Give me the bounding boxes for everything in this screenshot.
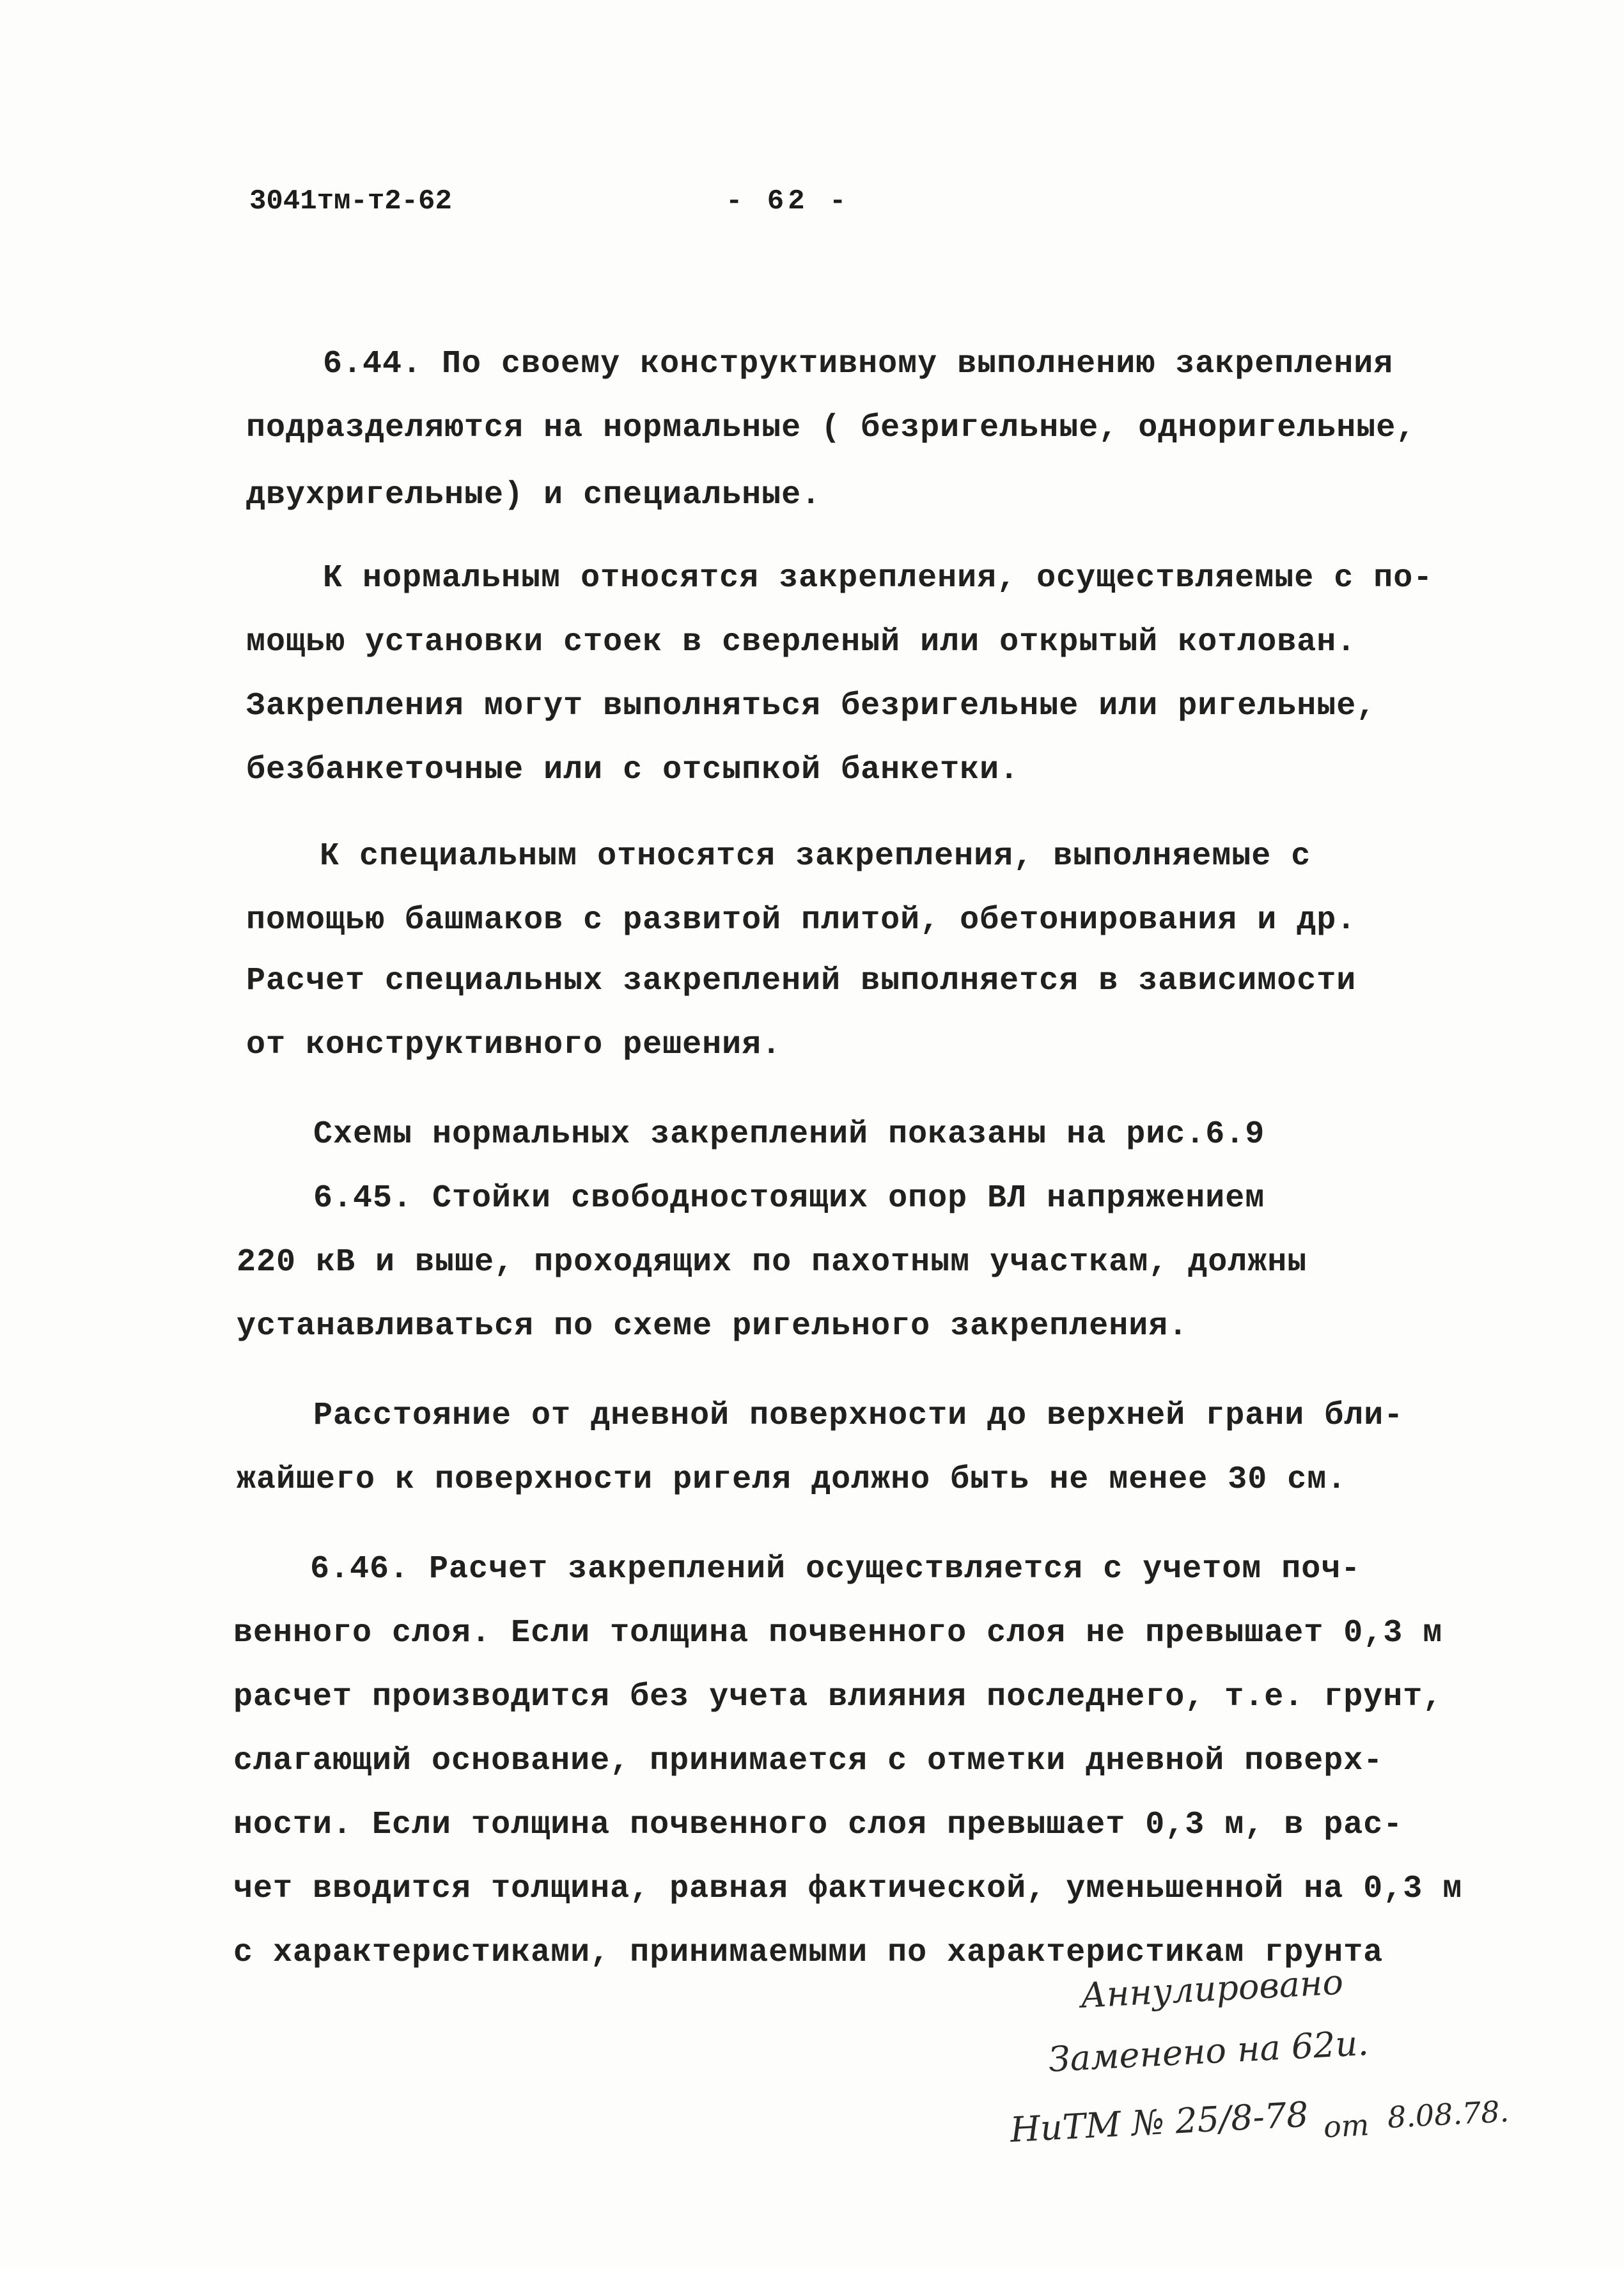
- text-line: от конструктивного решения.: [246, 1027, 782, 1063]
- handwritten-replaced: Заменено на 62и.: [1047, 2022, 1370, 2080]
- text-line: слагающий основание, принимается с отметки дневной поверх-: [233, 1743, 1384, 1779]
- text-line: Закрепления могут выполняться безригельные или ригельные,: [246, 688, 1377, 724]
- text-line: К нормальным относятся закрепления, осуществляемые с по-: [323, 560, 1433, 596]
- text-line: мощью установки стоек в сверленый или открытый котлован.: [246, 624, 1357, 660]
- text-line: Расчет специальных закреплений выполняется в зависимости: [246, 963, 1357, 999]
- text-line: безбанкеточные или с отсыпкой банкетки.: [246, 752, 1020, 788]
- text-line: помощью башмаков с развитой плитой, обетонирования и др.: [246, 902, 1357, 939]
- handwritten-date: 8.08.78.: [1386, 2094, 1510, 2135]
- text-line: 6.45. Стойки свободностоящих опор ВЛ напряжением: [313, 1180, 1265, 1217]
- text-line: венного слоя. Если толщина почвенного слоя не превышает 0,3 м: [233, 1615, 1443, 1651]
- handwritten-from: от: [1322, 2107, 1370, 2144]
- text-line: с характеристиками, принимаемыми по характеристикам грунта: [233, 1935, 1384, 1971]
- text-line: 220 кВ и выше, проходящих по пахотным участкам, должны: [237, 1244, 1308, 1281]
- text-line: расчет производится без учета влияния последнего, т.е. грунт,: [233, 1679, 1443, 1715]
- text-line: ности. Если толщина почвенного слоя превышает 0,3 м, в рас-: [233, 1807, 1403, 1843]
- text-line: К специальным относятся закрепления, выполняемые с: [320, 838, 1311, 875]
- text-line: устанавливаться по схеме ригельного закрепления.: [237, 1308, 1189, 1345]
- text-line: двухригельные) и специальные.: [246, 477, 822, 513]
- text-line: Расстояние от дневной поверхности до верхней грани бли-: [313, 1398, 1404, 1434]
- handwritten-reference: НиТМ № 25/8-78: [1009, 2094, 1309, 2150]
- text-line: 6.46. Расчет закреплений осуществляется с учетом поч-: [310, 1551, 1361, 1587]
- page-header: [249, 185, 953, 230]
- page-number: - 62 -: [726, 185, 850, 217]
- handwritten-annulled: Аннулировано: [1079, 1961, 1345, 2016]
- document-code: 3041тм-т2-62: [249, 185, 452, 217]
- text-line: подразделяются на нормальные ( безригельные, одноригельные,: [246, 410, 1416, 446]
- text-line: чет вводится толщина, равная фактической, уменьшенной на 0,3 м: [233, 1871, 1463, 1907]
- text-line: 6.44. По своему конструктивному выполнению закрепления: [323, 346, 1394, 382]
- text-line: Схемы нормальных закреплений показаны на рис.6.9: [313, 1116, 1265, 1153]
- text-line: жайшего к поверхности ригеля должно быть не менее 30 см.: [237, 1462, 1347, 1498]
